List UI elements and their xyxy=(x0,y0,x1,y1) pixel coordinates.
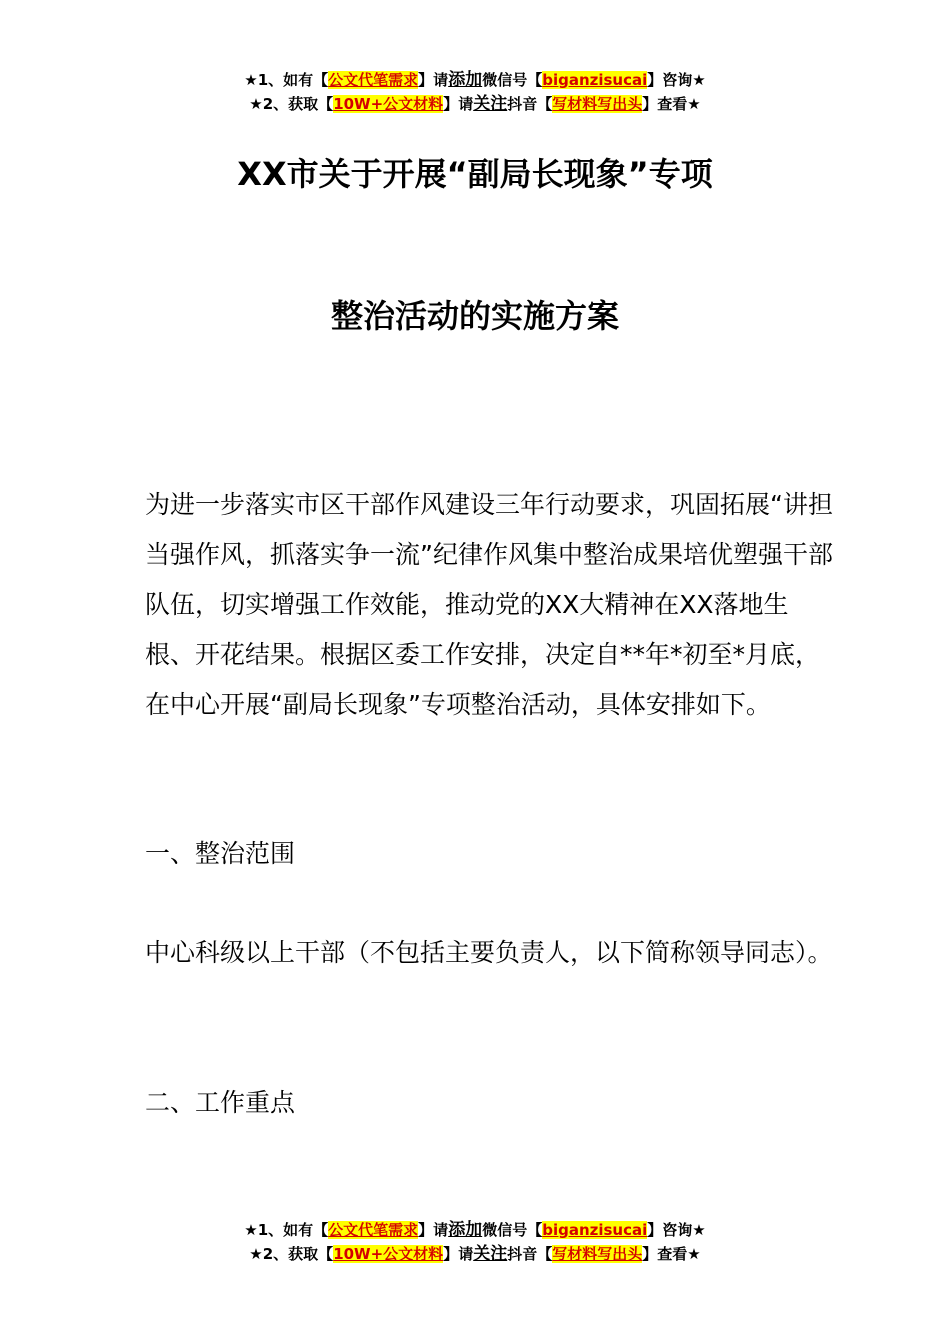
banner-text: 】咨询★ xyxy=(647,1221,706,1239)
banner-wechat-id: biganzisucai xyxy=(542,71,648,89)
banner-text: 】查看★ xyxy=(642,95,701,113)
top-banner xyxy=(0,68,950,116)
banner-emphasis: 添加 xyxy=(448,70,483,90)
banner-text: 】请 xyxy=(443,95,474,113)
banner-text: ★1、如有【 xyxy=(244,1221,329,1239)
bottom-banner xyxy=(0,1218,950,1266)
banner-text: 微信号【 xyxy=(482,1221,543,1239)
intro-paragraph: 为进一步落实市区干部作风建设三年行动要求，巩固拓展“讲担当强作风，抓落实争一流”纪律作风集中整治成果培优塑强干部队伍，切实增强工作效能，推动党的XX大精神在XX落地生根、开花结果。根据区委工作安排，决定自**年*初至*月底，在中心开展“副局长现象”专项整治活动，具体安排如下。 xyxy=(145,490,833,719)
banner-text: ★2、获取【 xyxy=(249,1245,334,1263)
document-title-line-1: XX市关于开展“副局长现象”专项 xyxy=(237,155,713,193)
banner-highlight: 10W+公文材料 xyxy=(333,95,444,113)
banner-douyin-name: 写材料写出头 xyxy=(552,95,643,113)
banner-highlight: 公文代笔需求 xyxy=(328,1221,419,1239)
banner-douyin-name: 写材料写出头 xyxy=(552,1245,643,1263)
banner-emphasis: 关注 xyxy=(473,94,508,114)
banner-line-2 xyxy=(0,92,950,116)
section-heading-scope: 一、整治范围 xyxy=(145,839,296,868)
banner-text: 微信号【 xyxy=(482,71,543,89)
banner-highlight: 公文代笔需求 xyxy=(328,71,419,89)
banner-text: 】请 xyxy=(418,1221,449,1239)
document-title-line-2: 整治活动的实施方案 xyxy=(330,297,619,335)
banner-line-1 xyxy=(0,68,950,92)
banner-text: ★2、获取【 xyxy=(249,95,334,113)
section-heading-focus: 二、工作重点 xyxy=(145,1088,296,1117)
banner-emphasis: 添加 xyxy=(448,1220,483,1240)
banner-line-1 xyxy=(0,1218,950,1242)
banner-text: 抖音【 xyxy=(507,95,553,113)
banner-line-2 xyxy=(0,1242,950,1266)
banner-text: 】请 xyxy=(418,71,449,89)
banner-text: 抖音【 xyxy=(507,1245,553,1263)
banner-text: ★1、如有【 xyxy=(244,71,329,89)
scope-paragraph: 中心科级以上干部（不包括主要负责人，以下简称领导同志）。 xyxy=(145,938,833,967)
banner-text: 】请 xyxy=(443,1245,474,1263)
banner-text: 】查看★ xyxy=(642,1245,701,1263)
banner-wechat-id: biganzisucai xyxy=(542,1221,648,1239)
banner-text: 】咨询★ xyxy=(647,71,706,89)
banner-highlight: 10W+公文材料 xyxy=(333,1245,444,1263)
banner-emphasis: 关注 xyxy=(473,1244,508,1264)
